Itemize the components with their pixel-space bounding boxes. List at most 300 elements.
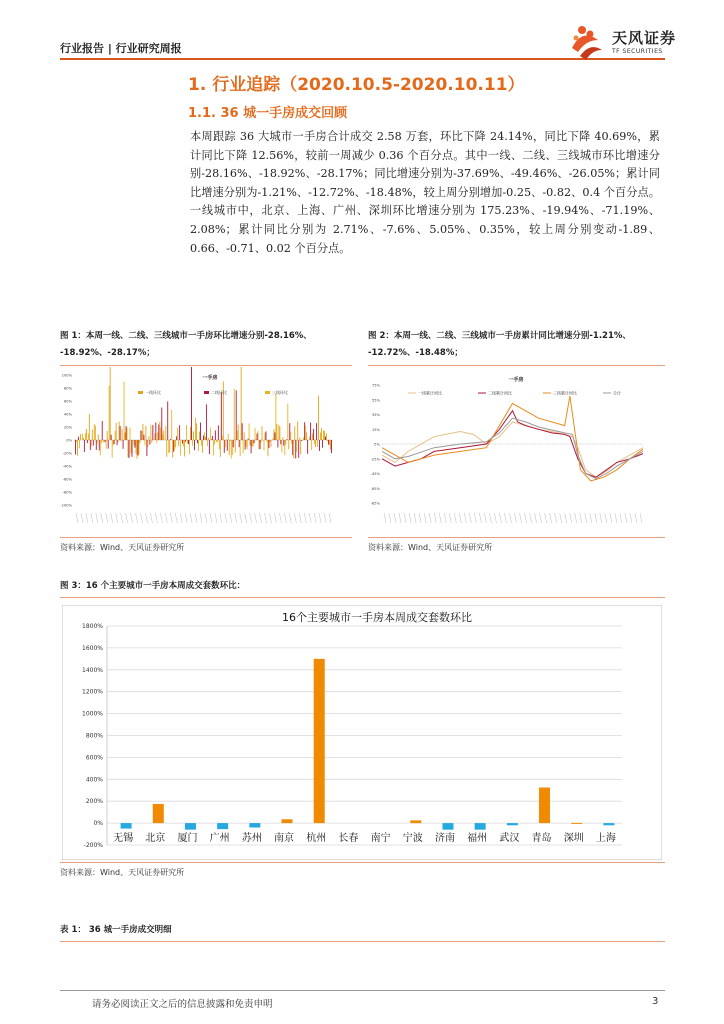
fig1-ytick-label: -60% — [62, 477, 72, 482]
fig1-bar — [185, 440, 186, 442]
fig1-bar — [89, 414, 90, 440]
fig1-bar — [269, 440, 270, 442]
fig1-bar — [142, 424, 143, 440]
fig1-legend-swatch — [138, 391, 143, 394]
fig1-bar — [225, 440, 226, 447]
fig2-ytick-label: -5% — [373, 442, 380, 447]
fig1-bar — [116, 423, 117, 440]
fig1-bar — [123, 440, 124, 449]
fig1-bar — [129, 440, 130, 458]
fig1-bar — [250, 440, 251, 446]
fig1-bar — [182, 440, 183, 444]
fig1-ytick-label: 40% — [64, 412, 72, 417]
fig2-chart-title: 一手房 — [508, 377, 524, 383]
fig1-bar — [256, 439, 257, 440]
fig1-bar — [277, 440, 278, 447]
fig1-bar — [279, 426, 280, 440]
fig1-bar — [300, 440, 301, 454]
fig1-legend-swatch — [265, 391, 270, 394]
fig1-bar — [104, 440, 105, 442]
fig1-bar — [325, 436, 326, 440]
fig1-bar — [117, 440, 118, 445]
fig1-bar — [121, 440, 122, 441]
fig1-bar — [312, 433, 313, 440]
fig3-bar — [410, 820, 421, 823]
fig1-bar — [293, 440, 294, 458]
fig1-bar — [193, 431, 194, 440]
fig1-bar — [96, 440, 97, 450]
fig1-bar — [159, 422, 160, 440]
fig1-bar — [77, 440, 78, 456]
fig1-bar — [183, 440, 184, 446]
fig1-bar — [261, 440, 262, 443]
fig1-bar — [298, 440, 299, 458]
fig1-bar — [201, 440, 202, 446]
fig1-bar — [128, 440, 129, 457]
fig1-bar — [220, 440, 221, 457]
fig1-bar — [266, 431, 267, 440]
fig2-ytick-label: -65% — [370, 486, 380, 491]
fig1-bar — [82, 434, 83, 440]
footer-divider — [60, 990, 665, 991]
fig1-bar — [251, 440, 252, 453]
fig1-bar — [211, 439, 212, 440]
fig1-bar — [280, 440, 281, 444]
fig1-bar — [241, 367, 242, 440]
fig1-bar — [203, 436, 204, 440]
fig1-bar — [259, 440, 260, 449]
fig1-bar — [218, 425, 219, 440]
fig1-bar — [80, 434, 81, 440]
fig3-chart-title: 16个主要城市一手房本周成交套数环比 — [282, 611, 472, 624]
fig1-chart — [60, 367, 352, 535]
fig1-bar — [158, 424, 159, 440]
fig2-ytick-label: 75% — [372, 383, 380, 388]
fig1-bar — [265, 433, 266, 440]
fig3-bar — [185, 823, 196, 830]
fig2-legend-label: 一线累计同比 — [418, 390, 442, 396]
fig1-bar — [199, 432, 200, 440]
fig1-bar — [112, 440, 113, 458]
fig3-xtick-label: 南京 — [274, 833, 295, 844]
fig2-ytick-label: -85% — [370, 501, 380, 506]
fig1-bar — [315, 440, 316, 447]
fig1-bar — [285, 440, 286, 444]
fig1-bar — [114, 440, 115, 444]
fig1-bar — [221, 392, 222, 440]
fig1-bar — [115, 431, 116, 440]
fig1-bar — [179, 425, 180, 440]
fig1-legend-label: 三线环比 — [272, 390, 288, 395]
fig1-bar — [103, 440, 104, 442]
fig3-bar — [603, 823, 614, 825]
fig1-bar — [284, 440, 285, 455]
fig1-ytick-label: 0% — [66, 438, 72, 443]
fig3-xtick-label: 厦门 — [177, 833, 198, 844]
fig2-series-line — [382, 422, 643, 477]
fig1-bar — [76, 440, 77, 442]
fig1-bar — [140, 430, 141, 440]
fig1-bar — [197, 440, 198, 443]
fig1-bar — [246, 440, 247, 447]
fig1-bar — [239, 440, 240, 447]
fig1-bar — [144, 440, 145, 445]
fig1-bar — [267, 440, 268, 442]
fig1-bar — [219, 440, 220, 449]
fig1-bar — [109, 386, 110, 440]
fig1-bar — [257, 434, 258, 440]
fig1-bar — [212, 436, 213, 440]
fig3-ytick-label: 400% — [85, 776, 103, 784]
fig1-bar — [321, 428, 322, 440]
fig1-bar — [228, 434, 229, 440]
fig2-caption — [368, 328, 668, 362]
fig1-bar — [165, 426, 166, 440]
fig1-bar — [270, 440, 271, 447]
fig1-bar — [245, 440, 246, 450]
fig1-bar — [318, 396, 319, 440]
fig1-bar — [224, 440, 225, 453]
fig1-ytick-label: 100% — [61, 373, 72, 378]
fig1-bar — [174, 440, 175, 450]
fig1-bar — [95, 426, 96, 440]
fig3-bar — [153, 804, 164, 823]
fig1-ytick-label: -80% — [62, 490, 72, 495]
fig1-caption-line1: 图 1：本周一线、二线、三线城市一手房环比增速分别-28.16%、 — [60, 331, 312, 341]
fig3-ytick-label: 800% — [85, 732, 103, 740]
fig1-ytick-label: 80% — [64, 386, 72, 391]
fig1-bar — [143, 435, 144, 440]
fig1-bar — [178, 440, 179, 446]
fig1-bar — [326, 433, 327, 440]
fig2-rule-bottom — [368, 537, 665, 538]
fig1-bar — [167, 401, 168, 440]
fig1-bar — [242, 423, 243, 440]
fig1-bar — [136, 440, 137, 454]
fig3-ytick-label: -200% — [83, 842, 103, 849]
fig3-xtick-label: 宁波 — [402, 833, 423, 844]
fig3-bar — [507, 823, 518, 825]
fig1-bar — [91, 440, 92, 446]
fig1-bar — [238, 425, 239, 440]
fig2-series-line — [382, 396, 643, 481]
fig1-bar — [314, 440, 315, 444]
fig1-bar — [108, 440, 109, 449]
fig1-bar — [229, 440, 230, 455]
fig1-bar — [272, 438, 273, 440]
fig3-chart — [62, 605, 662, 860]
fig1-bar — [184, 440, 185, 456]
fig1-bar — [208, 438, 209, 440]
fig1-bar — [255, 428, 256, 440]
fig1-caption — [60, 328, 360, 362]
fig1-legend-swatch — [204, 391, 209, 394]
fig1-bar — [276, 424, 277, 440]
fig1-bar — [268, 440, 269, 456]
fig1-bar — [262, 426, 263, 440]
fig3-bar — [249, 823, 260, 827]
fig1-caption-line2: -18.92%、-28.17%； — [60, 348, 155, 358]
fig1-bar — [145, 426, 146, 440]
fig1-bar — [126, 426, 127, 440]
fig1-bar — [124, 382, 125, 441]
fig1-bar — [94, 424, 95, 440]
fig1-bar — [222, 436, 223, 440]
fig1-bar — [139, 440, 140, 455]
fig1-bar — [286, 439, 287, 440]
fig1-bar — [283, 440, 284, 446]
fig3-xtick-label: 无锡 — [113, 833, 134, 844]
fig3-bar — [314, 659, 325, 823]
fig3-source: 资料来源：Wind、天风证券研究所 — [60, 868, 185, 877]
fig1-bar — [303, 438, 304, 440]
fig1-ytick-label: 20% — [64, 425, 72, 430]
fig1-bar — [141, 431, 142, 440]
fig1-bar — [191, 367, 192, 440]
fig1-ytick-label: -100% — [60, 503, 72, 508]
fig2-ytick-label: -25% — [370, 457, 380, 462]
fig1-bar — [186, 425, 187, 440]
fig3-xtick-label: 武汉 — [499, 833, 520, 844]
fig1-bar — [78, 437, 79, 440]
fig1-bar — [107, 431, 108, 440]
fig1-bar — [146, 440, 147, 456]
fig1-bar — [173, 440, 174, 452]
fig1-bar — [119, 422, 120, 440]
fig1-bar — [93, 440, 94, 446]
fig1-bar — [248, 439, 249, 440]
fig1-bar — [152, 425, 153, 440]
fig1-bar — [162, 434, 163, 440]
fig1-bar — [134, 440, 135, 445]
fig1-bar — [281, 440, 282, 452]
fig1-bar — [130, 428, 131, 440]
fig1-bar — [292, 440, 293, 455]
fig1-bar — [118, 440, 119, 442]
fig1-bar — [198, 440, 199, 451]
fig1-bar — [206, 404, 207, 440]
fig1-bar — [98, 434, 99, 440]
fig3-xtick-label: 广州 — [209, 833, 230, 844]
fig1-bar — [172, 440, 173, 457]
fig1-bar — [323, 431, 324, 440]
fig2-legend-label: 二线累计同比 — [488, 390, 512, 396]
fig1-bar — [258, 431, 259, 440]
fig2-caption-line1: 图 2：本周一线、二线、三线城市一手房累计同比增速分别-1.21%、 — [368, 331, 631, 341]
fig1-bar — [327, 440, 328, 441]
fig1-bar — [127, 428, 128, 440]
fig1-bar — [210, 428, 211, 440]
fig1-bar — [232, 440, 233, 455]
fig1-bar — [190, 427, 191, 440]
fig1-bar — [113, 440, 114, 445]
fig1-bar — [120, 426, 121, 440]
fig3-xtick-label: 南宁 — [370, 833, 391, 844]
fig3-xtick-label: 苏州 — [241, 833, 262, 844]
fig1-bar — [217, 440, 218, 442]
fig1-bar — [291, 440, 292, 444]
fig1-bar — [101, 440, 102, 443]
fig3-caption: 图 3：16 个主要城市一手房本周成交套数环比： — [60, 581, 246, 591]
fig1-bar — [295, 440, 296, 458]
fig1-bar — [233, 440, 234, 447]
fig1-bar — [97, 440, 98, 444]
fig1-bar — [320, 432, 321, 440]
fig1-bar — [138, 440, 139, 455]
fig1-bar — [215, 430, 216, 440]
fig1-bar — [244, 432, 245, 440]
fig1-bar — [196, 423, 197, 440]
fig1-bar — [180, 440, 181, 456]
fig1-bar — [304, 422, 305, 440]
fig1-bar — [289, 423, 290, 440]
fig1-bar — [249, 423, 250, 440]
fig1-chart-title: 一手房 — [202, 375, 218, 381]
fig3-ytick-label: 200% — [85, 798, 103, 806]
fig3-rule — [60, 597, 665, 598]
fig3-ytick-label: 1000% — [82, 710, 103, 718]
fig1-bar — [254, 440, 255, 443]
fig3-xtick-label: 青岛 — [531, 833, 552, 844]
fig1-ytick-label: 60% — [64, 399, 72, 404]
fig1-bar — [79, 440, 80, 448]
fig1-bar — [237, 431, 238, 440]
fig1-bar — [243, 440, 244, 453]
fig1-bar — [170, 439, 171, 440]
fig1-bar — [83, 438, 84, 440]
fig1-bar — [309, 437, 310, 440]
fig1-bar — [150, 425, 151, 440]
fig1-bar — [297, 421, 298, 440]
fig3-ytick-label: 1200% — [82, 688, 103, 696]
fig3-bar — [121, 823, 132, 828]
fig3-xtick-label: 济南 — [434, 833, 455, 844]
fig1-bar — [189, 440, 190, 454]
fig1-bar — [307, 440, 308, 454]
fig1-bar — [192, 440, 193, 446]
fig2-chart — [368, 367, 665, 535]
fig1-bar — [234, 389, 235, 440]
fig1-bar — [274, 432, 275, 440]
fig1-bar — [330, 440, 331, 450]
fig3-ytick-label: 600% — [85, 754, 103, 762]
fig1-bar — [316, 423, 317, 440]
fig3-bar — [571, 823, 582, 824]
fig2-series-line — [382, 418, 643, 479]
fig1-bar — [149, 440, 150, 445]
fig1-bar — [195, 418, 196, 440]
subsection-title: 1.1. 36 城一手房成交回顾 — [188, 106, 348, 121]
fig3-rule-bottom — [60, 862, 665, 863]
fig1-bar — [214, 440, 215, 445]
fig2-source: 资料来源：Wind、天风证券研究所 — [368, 543, 493, 552]
fig1-bar — [194, 440, 195, 450]
fig1-bar — [135, 440, 136, 448]
footer-disclaimer: 请务必阅读正文之后的信息披露和免责申明 — [92, 999, 273, 1010]
fig1-bar — [202, 440, 203, 453]
fig1-bar — [105, 440, 106, 442]
fig1-legend-label: 一线环比 — [145, 390, 161, 395]
fig1-bar — [137, 440, 138, 459]
fig1-bar — [313, 429, 314, 440]
fig1-bar — [181, 440, 182, 441]
table1-caption: 表 1： 36 城一手房成交明细 — [60, 925, 172, 935]
fig1-bar — [125, 433, 126, 440]
fig1-bar — [322, 440, 323, 448]
fig1-bar — [209, 440, 210, 454]
fig1-bar — [84, 440, 85, 452]
fig1-bar — [75, 440, 76, 454]
fig3-ytick-label: 1600% — [82, 644, 103, 652]
fig1-bar — [288, 440, 289, 449]
fig1-ytick-label: -20% — [62, 451, 72, 456]
fig1-bar — [177, 428, 178, 440]
fig1-bar — [282, 437, 283, 440]
fig3-ytick-label: 1800% — [82, 623, 103, 630]
fig1-rule — [60, 365, 352, 366]
fig1-bar — [213, 440, 214, 455]
fig1-bar — [156, 440, 157, 443]
fig2-caption-line2: -12.72%、-18.48%； — [368, 348, 463, 358]
fig1-bar — [252, 440, 253, 446]
fig1-bar — [287, 404, 288, 440]
fig1-bar — [111, 435, 112, 440]
fig3-bar — [539, 788, 550, 824]
fig1-bar — [88, 434, 89, 440]
fig1-bar — [329, 440, 330, 445]
fig3-xtick-label: 上海 — [595, 833, 616, 844]
fig1-bar — [132, 440, 133, 457]
fig1-bar — [236, 390, 237, 440]
fig1-bar — [86, 429, 87, 440]
fig1-bar — [253, 440, 254, 446]
fig1-bar — [204, 432, 205, 440]
fig1-bar — [331, 440, 332, 453]
fig1-bar — [216, 440, 217, 442]
fig3-bar — [475, 823, 486, 830]
fig1-source: 资料来源：Wind、天风证券研究所 — [60, 543, 185, 552]
fig3-bar — [442, 823, 453, 830]
fig1-ytick-label: -40% — [62, 464, 72, 469]
fig1-bar — [168, 440, 169, 453]
fig1-bar — [102, 421, 103, 440]
fig1-bar — [176, 436, 177, 440]
fig1-bar — [278, 425, 279, 440]
fig3-xtick-label: 福州 — [467, 833, 488, 844]
fig2-ytick-label: 55% — [372, 398, 380, 403]
fig1-bar — [87, 440, 88, 443]
fig1-bar — [154, 433, 155, 440]
fig2-legend-label: 合计 — [613, 390, 621, 396]
fig2-legend-label: 三线累计同比 — [553, 390, 577, 396]
fig1-bar — [240, 440, 241, 456]
fig1-bar — [324, 431, 325, 440]
fig1-bar — [200, 423, 201, 440]
fig1-bar — [161, 408, 162, 440]
fig1-bar — [273, 429, 274, 440]
fig3-xtick-label: 长春 — [338, 833, 359, 844]
fig1-bar — [106, 440, 107, 449]
fig3-xtick-label: 深圳 — [563, 833, 584, 844]
fig1-bar — [290, 432, 291, 440]
fig1-bar — [99, 440, 100, 450]
fig1-bar — [163, 431, 164, 440]
fig1-bar — [299, 438, 300, 440]
fig1-bar — [92, 430, 93, 440]
fig1-bar — [100, 440, 101, 455]
report-header: 行业报告 | 行业研究周报 — [60, 42, 182, 55]
fig1-bar — [171, 410, 172, 440]
